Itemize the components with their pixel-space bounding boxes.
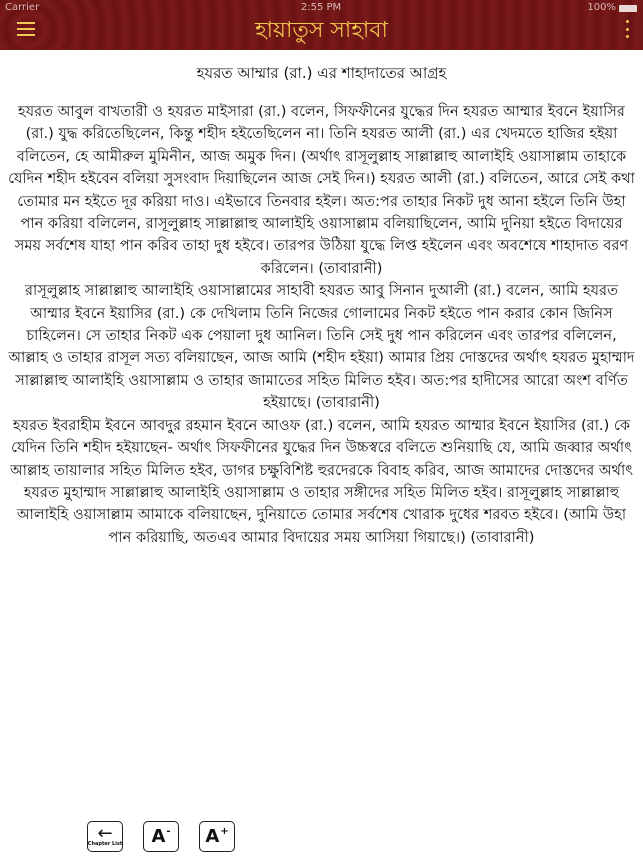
battery-percent: 100%: [587, 2, 617, 13]
more-options-icon[interactable]: [623, 20, 631, 38]
bottom-toolbar: [87, 821, 235, 852]
paragraph: হযরত ইবরাহীম ইবনে আবদুর রহমান ইবনে আওফ (রা.) বলেন, আমি হযরত আম্মার ইবনে ইয়াসির (রা.) কে যেদিন তিনি শহীদ হইয়াছেন- অর্থাৎ সিফফীনের যুদ্ধের দিন উচ্চস্বরে বলিতে শুনিয়াছি যে, আমি জব্বার অর্থাৎ আল্লাহ তায়ালার সহিত মিলিত হইব, ডাগর চক্ষুবিশিষ্ট হুরদেরকে বিবাহ করিব, আজ আমাদের দোস্তদের অর্থাৎ হযরত মুহাম্মাদ সাল্লাল্লাহু আলাইহি ওয়াসাল্লাম ও তাহার সঙ্গীদের সহিত মিলিত হইব। রাসূলুল্লাহ সাল্লাল্লাহু আলাইহি ওয়াসাল্লাম আমাকে বলিয়াছেন, দুনিয়াতে তোমার সর্বশেষ খোরাক দুধের শরবত হইবে। (আমি উহা পান করিয়াছি, অতএব আমার বিদায়ের সময় আসিয়া গিয়াছে।) (তাবারানী): [9, 416, 634, 546]
chapter-list-label: Chapter List: [87, 840, 123, 847]
font-decrease-letter: A: [151, 825, 166, 847]
font-increase-icon: [205, 827, 228, 847]
font-increase-letter: A: [205, 825, 220, 847]
minus-sign: -: [166, 825, 171, 837]
font-decrease-button[interactable]: [143, 821, 179, 852]
chapter-content: [6, 101, 637, 549]
font-decrease-icon: [151, 827, 170, 847]
app-header: [0, 0, 643, 50]
app-title: হায়াতুস সাহাবা: [255, 18, 388, 43]
clock: 2:55 PM: [300, 2, 342, 13]
chapter-title: হযরত আম্মার (রা.) এর শাহাদাতের আগ্রহ: [196, 64, 447, 82]
battery-indicator: [341, 1, 637, 15]
status-bar: [0, 1, 643, 15]
paragraph: হযরত আবুল বাখতারী ও হযরত মাইসারা (রা.) বলেন, সিফফীনের যুদ্ধের দিন হযরত আম্মার ইবনে ইয়াসির (রা.) যুদ্ধ করিতেছিলেন, কিন্তু শহীদ হইতেছিলেন না। তিনি হযরত আলী (রা.) এর খেদমতে হাজির হইয়া বলিতেন, হে আমীরুল মুমিনীন, আজ অমুক দিন। (অর্থাৎ রাসূলুল্লাহ সাল্লাল্লাহু আলাইহি ওয়াসাল্লাম তাহাকে যেদিন শহীদ হইবেন বলিয়া সুসংবাদ দিয়াছিলেন আজ সেই দিন।) হযরত আলী (রা.) বলিতেন, আরে সেই কথা তোমার মন হইতে দূর করিয়া দাও। এইভাবে তিনবার হইল। অত:পর তাহার নিকট দুধ আনা হইলে তিনি উহা পান করিয়া বলিলেন, রাসূলুল্লাহ সাল্লাল্লাহু আলাইহি ওয়াসাল্লাম বলিয়াছিলেন, আমি দুনিয়া হইতে বিদায়ের সময় সর্বশেষ যাহা পান করিব তাহা দুধ হইবে। তারপর উঠিয়া যুদ্ধে লিপ্ত হইলেন এবং অবশেষে শাহাদাত বরণ করিলেন। (তাবারানী): [8, 103, 635, 277]
hamburger-menu-icon[interactable]: [17, 22, 35, 36]
plus-sign: +: [220, 825, 229, 837]
chapter-list-button[interactable]: [87, 821, 123, 852]
font-increase-button[interactable]: [199, 821, 235, 852]
carrier-label: Carrier: [5, 2, 40, 13]
arrow-left-icon: ←: [97, 822, 113, 844]
battery-icon: [619, 5, 637, 12]
paragraph: রাসূলুল্লাহ সাল্লাল্লাহু আলাইহি ওয়াসাল্লামের সাহাবী হযরত আবু সিনান দুআলী (রা.) বলেন, আমি হযরত আম্মার ইবনে ইয়াসির (রা.) কে দেখিলাম তিনি নিজের গোলামের নিকট হইতে পান করার কোন জিনিস চাহিলেন। সে তাহার নিকট এক পেয়ালা দুধ আনিল। তিনি সেই দুধ পান করিলেন এবং তারপর বলিলেন, আল্লাহ ও তাহার রাসূল সত্য বলিয়াছেন, আজ আমি (শহীদ হইয়া) আমার প্রিয় দোস্তদের অর্থাৎ হযরত মুহাম্মাদ সাল্লাল্লাহু আলাইহি ওয়াসাল্লাম ও তাহার জামাতের সহিত মিলিত হইব। অত:পর হাদীসের আরো অংশ বর্ণিত হইয়াছে। (তাবারানী): [8, 282, 635, 412]
